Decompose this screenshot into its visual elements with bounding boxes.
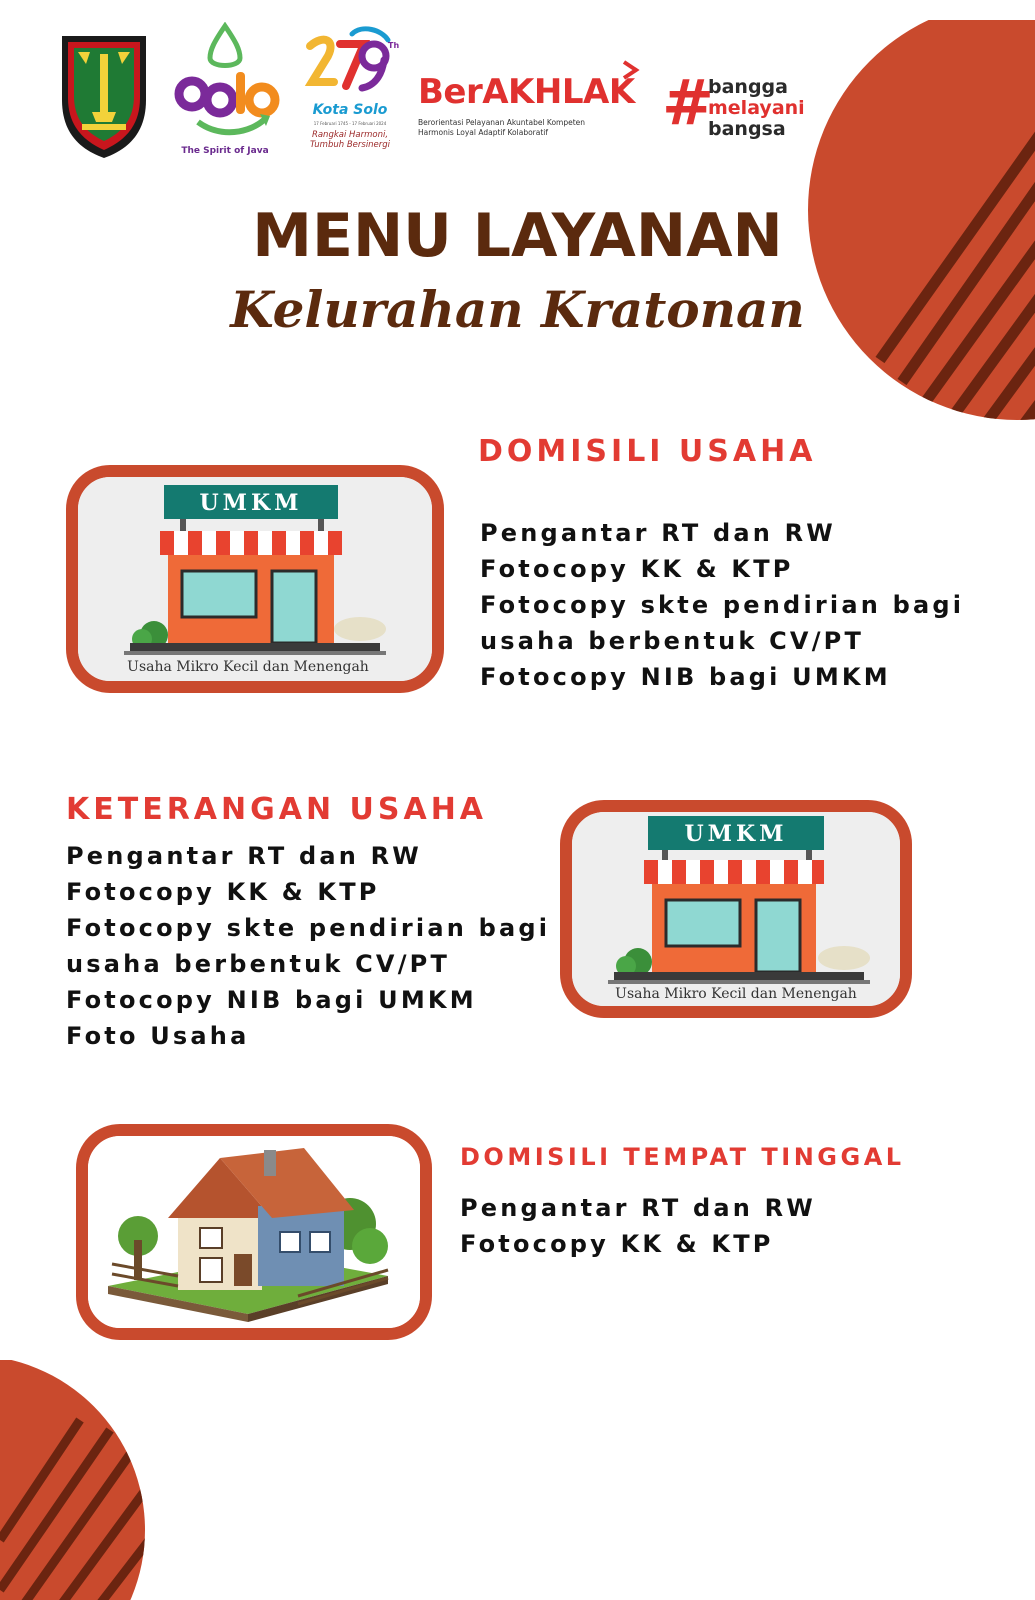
bangga-line-1: bangga bbox=[708, 76, 788, 98]
berakhlak-subtitle-line-1: Berorientasi Pelayanan Akuntabel Kompeten bbox=[418, 118, 586, 127]
kota-solo-dates: 17 Februari 1745 - 17 Februari 2024 bbox=[313, 121, 387, 126]
list-item: Foto Usaha bbox=[66, 1022, 250, 1050]
decorative-striped-circle-bottom bbox=[0, 1360, 180, 1600]
list-item: Pengantar RT dan RW bbox=[480, 519, 836, 547]
berakhlak-subtitle bbox=[418, 118, 648, 138]
hashtag-icon: # bbox=[662, 66, 714, 139]
chevron-right-icon bbox=[620, 60, 642, 80]
list-item: Fotocopy NIB bagi UMKM bbox=[66, 986, 477, 1014]
list-item: usaha berbentuk CV/PT bbox=[480, 627, 865, 655]
berakhlak-logo bbox=[418, 60, 648, 150]
requirement-list-keterangan-usaha bbox=[66, 838, 550, 1054]
anniversary-279-icon bbox=[300, 26, 400, 102]
list-item: Pengantar RT dan RW bbox=[66, 842, 422, 870]
svg-text:Th: Th bbox=[388, 41, 400, 50]
bangga-line-3: bangsa bbox=[708, 118, 786, 140]
umkm-shop-image bbox=[560, 800, 912, 1018]
shop-caption: Usaha Mikro Kecil dan Menengah bbox=[615, 986, 857, 1002]
kota-solo-name: Kota Solo bbox=[312, 102, 388, 118]
solo-tagline: The Spirit of Java bbox=[181, 146, 269, 156]
berakhlak-subtitle-line-2: Harmonis Loyal Adaptif Kolaboratif bbox=[418, 128, 549, 137]
house-image bbox=[76, 1124, 432, 1340]
kota-solo-anniversary-logo bbox=[300, 26, 400, 156]
section-title-keterangan-usaha: KETERANGAN USAHA bbox=[66, 792, 488, 827]
bangga-line-2: melayani bbox=[708, 97, 805, 119]
list-item: Fotocopy skte pendirian bagi bbox=[66, 914, 551, 942]
requirement-list-domisili-tempat-tinggal bbox=[460, 1190, 816, 1262]
page-subtitle: Kelurahan Kratonan bbox=[230, 280, 805, 339]
page-title: MENU LAYANAN bbox=[252, 201, 783, 271]
kota-solo-tagline bbox=[300, 130, 400, 150]
list-item: Fotocopy KK & KTP bbox=[66, 878, 380, 906]
section-title-domisili-tempat-tinggal: DOMISILI TEMPAT TINGGAL bbox=[460, 1143, 905, 1171]
solo-wordmark-icon bbox=[170, 22, 280, 142]
umkm-storefront-illustration bbox=[572, 812, 900, 1006]
bangga-melayani-bangsa-logo bbox=[662, 66, 822, 154]
umkm-storefront-illustration bbox=[78, 477, 432, 681]
list-item: usaha berbentuk CV/PT bbox=[66, 950, 451, 978]
list-item: Fotocopy NIB bagi UMKM bbox=[480, 663, 891, 691]
surakarta-shield-icon bbox=[56, 30, 152, 162]
list-item: Pengantar RT dan RW bbox=[460, 1194, 816, 1222]
list-item: Fotocopy KK & KTP bbox=[480, 555, 794, 583]
requirement-list-domisili-usaha bbox=[480, 515, 964, 695]
list-item: Fotocopy skte pendirian bagi bbox=[480, 591, 965, 619]
shop-sign-text: UMKM bbox=[199, 490, 303, 516]
umkm-shop-image bbox=[66, 465, 444, 693]
list-item: Fotocopy KK & KTP bbox=[460, 1230, 774, 1258]
berakhlak-title: BerAKHLAK bbox=[418, 72, 635, 112]
kota-solo-tagline-line-2: Tumbuh Bersinergi bbox=[309, 140, 391, 150]
shop-caption: Usaha Mikro Kecil dan Menengah bbox=[127, 659, 369, 675]
shop-sign-text: UMKM bbox=[684, 821, 788, 847]
house-illustration bbox=[88, 1136, 420, 1328]
section-title-domisili-usaha: DOMISILI USAHA bbox=[478, 434, 817, 469]
kota-solo-tagline-line-1: Rangkai Harmoni, bbox=[311, 130, 389, 140]
solo-spirit-of-java-logo bbox=[170, 22, 280, 162]
